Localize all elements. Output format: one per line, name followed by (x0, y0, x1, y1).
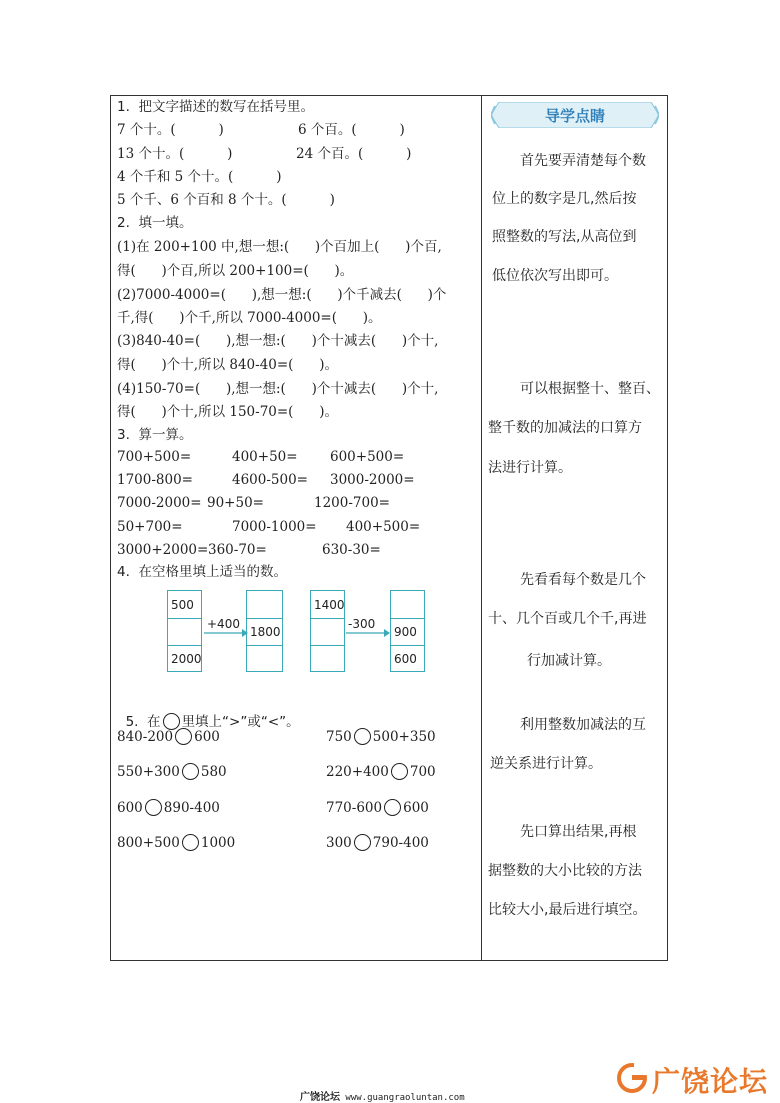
q4-left-op: +400 (207, 617, 240, 631)
q5-comparison: 300 790-400 (326, 835, 429, 851)
logo-text: 广饶论坛 (652, 1065, 769, 1098)
q5-comparison: 550+300 580 (117, 764, 227, 780)
q1-item-6: 5 个千、6 个百和 8 个十。( ) (117, 192, 335, 208)
q4-right-op: -300 (348, 617, 376, 631)
q3-expression: 90+50= (207, 495, 264, 511)
q4-title: 4. 在空格里填上适当的数。 (117, 564, 287, 580)
q4-left-output-column (246, 590, 283, 672)
q3-expression: 400+500= (346, 519, 421, 535)
q5-comparison: 220+400 700 (326, 764, 436, 780)
q4-right-input-column (310, 590, 345, 672)
guide-line: 行加减计算。 (527, 653, 611, 669)
q2-line-4: 千,得( )个千,所以 7000-4000=( )。 (117, 310, 382, 326)
guide-line: 低位依次写出即可。 (492, 268, 618, 284)
q3-expression: 3000+2000= (117, 542, 209, 558)
q3-expression: 1700-800= (117, 472, 193, 488)
q1-item-4: 24 个百。( ) (296, 146, 412, 162)
q1-item-3: 13 个十。( ) (117, 146, 233, 162)
logo (612, 1058, 777, 1098)
q5-comparison: 800+500 1000 (117, 835, 236, 851)
q3-expression: 630-30= (322, 542, 381, 558)
q4-left-input-column (167, 590, 202, 672)
guide-line: 位上的数字是几,然后按 (492, 191, 637, 207)
answer-circle[interactable] (391, 763, 408, 780)
guide-line: 可以根据整十、整百、 (520, 381, 660, 397)
q3-expression: 3000-2000= (330, 472, 415, 488)
answer-circle[interactable] (145, 799, 162, 816)
q3-expression: 600+500= (330, 449, 405, 465)
q5-comparison: 770-600 600 (326, 800, 429, 816)
q2-line-6: 得( )个十,所以 840-40=( )。 (117, 357, 338, 373)
q3-expression: 4600-500= (232, 472, 308, 488)
q4-left-bottom: 2000 (171, 652, 202, 666)
answer-circle[interactable] (384, 799, 401, 816)
logo-mark-icon (612, 1058, 652, 1098)
q4-left-result: 1800 (250, 625, 281, 639)
guide-banner (491, 102, 659, 128)
guide-line: 首先要弄清楚每个数 (520, 153, 646, 169)
q5-title: 5. 在 里填上“>”或“<”。 (125, 714, 300, 730)
q3-expression: 7000-2000= (117, 495, 202, 511)
footer-brand: 广饶论坛 (300, 1092, 340, 1103)
q3-expression: 700+500= (117, 449, 192, 465)
q1-item-2: 6 个百。( ) (298, 122, 405, 138)
q3-expression: 400+50= (232, 449, 298, 465)
guide-line: 据整数的大小比较的方法 (488, 863, 642, 879)
q3-expression: 360-70= (208, 542, 267, 558)
q4-left-arrow-icon (204, 628, 248, 638)
answer-circle[interactable] (354, 834, 371, 851)
q3-expression: 50+700= (117, 519, 183, 535)
guide-line: 比较大小,最后进行填空。 (488, 902, 647, 918)
q4-right-result-bottom: 600 (394, 652, 417, 666)
q2-line-3: (2)7000-4000=( ),想一想:( )个千减去( )个 (117, 287, 447, 303)
guide-title: 导学点睛 (544, 107, 605, 125)
q3-expression: 7000-1000= (232, 519, 317, 535)
guide-line: 逆关系进行计算。 (490, 756, 602, 772)
q2-line-7: (4)150-70=( ),想一想:( )个十减去( )个十, (117, 381, 439, 397)
q1-item-5: 4 个千和 5 个十。( ) (117, 169, 282, 185)
q5-comparison: 840-200 600 (117, 729, 220, 745)
footer-url: www.guangraoluntan.com (345, 1093, 465, 1103)
guide-line: 法进行计算。 (488, 460, 572, 476)
q5-comparison: 600 890-400 (117, 800, 220, 816)
answer-circle[interactable] (182, 834, 199, 851)
guide-line: 先看看每个数是几个 (520, 572, 646, 588)
answer-circle[interactable] (354, 728, 371, 745)
q3-title: 3. 算一算。 (117, 427, 193, 443)
q2-title: 2. 填一填。 (117, 215, 193, 231)
q2-line-2: 得( )个百,所以 200+100=( )。 (117, 263, 354, 279)
q4-right-arrow-icon (346, 628, 390, 638)
answer-circle[interactable] (175, 728, 192, 745)
q3-expression: 1200-700= (314, 495, 390, 511)
guide-line: 十、几个百或几个千,再进 (488, 611, 647, 627)
q2-line-8: 得( )个十,所以 150-70=( )。 (117, 404, 338, 420)
guide-line: 整千数的加减法的口算方 (488, 420, 642, 436)
q5-comparison: 750 500+350 (326, 729, 436, 745)
q1-item-1: 7 个十。( ) (117, 122, 224, 138)
q4-left-top: 500 (171, 598, 194, 612)
column-divider (481, 95, 482, 961)
footer (300, 1088, 465, 1103)
guide-line: 照整数的写法,从高位到 (492, 229, 637, 245)
guide-line: 先口算出结果,再根 (520, 824, 637, 840)
guide-line: 利用整数加减法的互 (520, 717, 646, 733)
q4-right-result-mid: 900 (394, 625, 417, 639)
q2-line-5: (3)840-40=( ),想一想:( )个十减去( )个十, (117, 333, 439, 349)
q1-title: 1. 把文字描述的数写在括号里。 (117, 99, 314, 115)
q2-line-1: (1)在 200+100 中,想一想:( )个百加上( )个百, (117, 239, 442, 255)
q4-right-output-column (390, 590, 425, 672)
answer-circle[interactable] (182, 763, 199, 780)
q4-right-top: 1400 (314, 598, 345, 612)
